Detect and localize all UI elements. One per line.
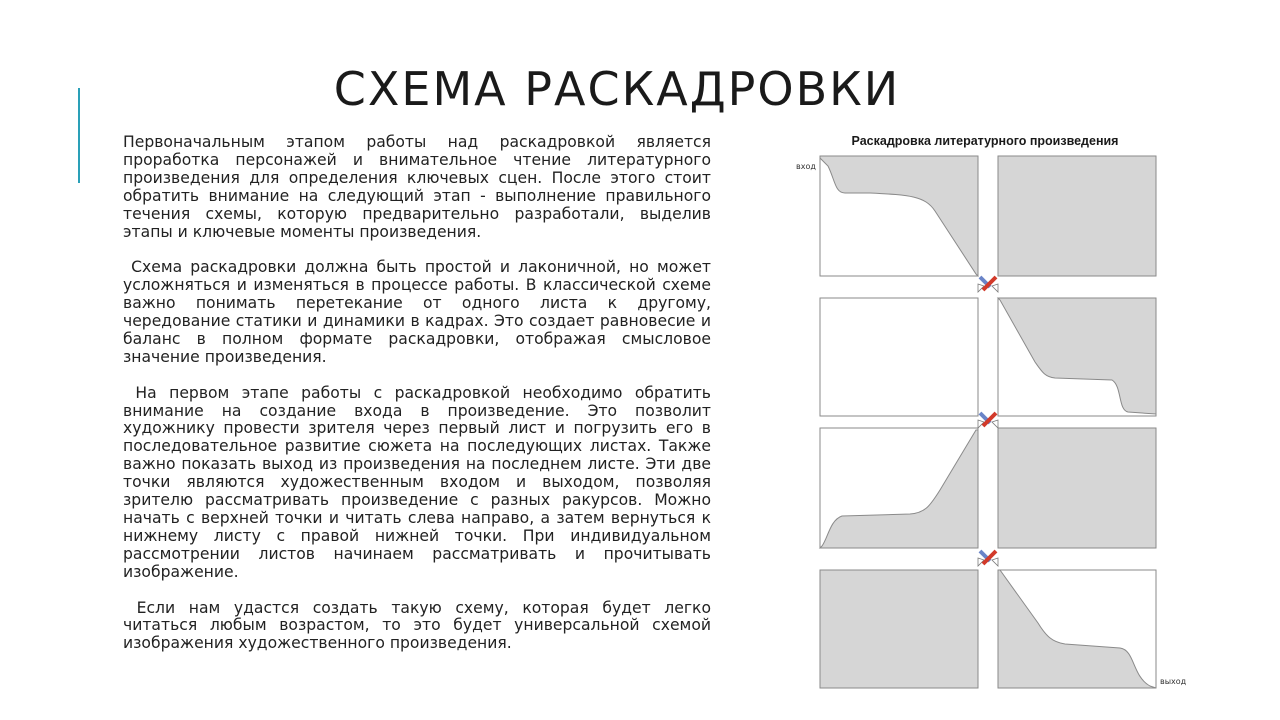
sheet-row-2 [820,298,1156,416]
paragraph-1: Первоначальным этапом работы над раскадровкой является проработка персонажей и внимательное чтение литературного произведения для определения ключевых сцен. После этого стоит обратить внимание на следующий этап - выполнение правильного течения схемы, которую предварительно разработали, выделив этапы и ключевые моменты произведения. [123,133,711,241]
connector-1 [978,277,998,292]
body-text [123,134,711,671]
paragraph-3: На первом этапе работы с раскадровкой необходимо обратить внимание на создание входа в произведение. Это позволит художнику провести зрителя через первый лист и погрузить его в последовательное развитие сюжета на последующих листах. Также важно показать выход из произведения на последнем листе. Эти две точки являются художественным входом и выходом, позволяя зрителю рассматривать произведение с разных ракурсов. Можно начать с верхней точки и читать слева направо, а затем вернуться к нижнему листу с правой нижней точки. При индивидуальном рассмотрении листов начинаем рассматривать и прочитывать изображение. [123,383,711,581]
connector-arrow-right-icon [992,284,998,292]
sheet-6-right [998,428,1156,548]
sheet-3-left [820,298,978,416]
connector-3 [978,551,998,566]
entry-label: вход [796,162,816,171]
slide-title: СХЕМА РАСКАДРОВКИ [333,62,901,116]
diagram-title: Раскадровка литературного произведения [851,134,1119,148]
sheet-7-left [820,570,978,688]
sheet-row-3 [820,428,1156,548]
sheet-2-right [998,156,1156,276]
sheet-row-1 [820,156,1156,276]
sheet-row-4 [820,570,1156,688]
paragraph-4: Если нам удастся создать такую схему, которая будет легко читаться любым возрастом, то это будет универсальной схемой изображения художественного произведения. [123,598,711,653]
connector-arrow-right-icon [992,558,998,566]
storyboard-svg [790,128,1190,698]
paragraph-2: Схема раскадровки должна быть простой и лаконичной, но может усложняться и изменяться в процессе работы. В классической схеме важно понимать перетекание от одного листа к другому, чередование статики и динамики в кадрах. Это создает равновесие и баланс в полном формате раскадровки, отображая смысловое значение произведения. [123,258,711,366]
connector-2 [978,413,998,428]
storyboard-diagram [790,128,1190,698]
exit-label: выход [1160,677,1187,686]
connector-arrow-right-icon [992,420,998,428]
